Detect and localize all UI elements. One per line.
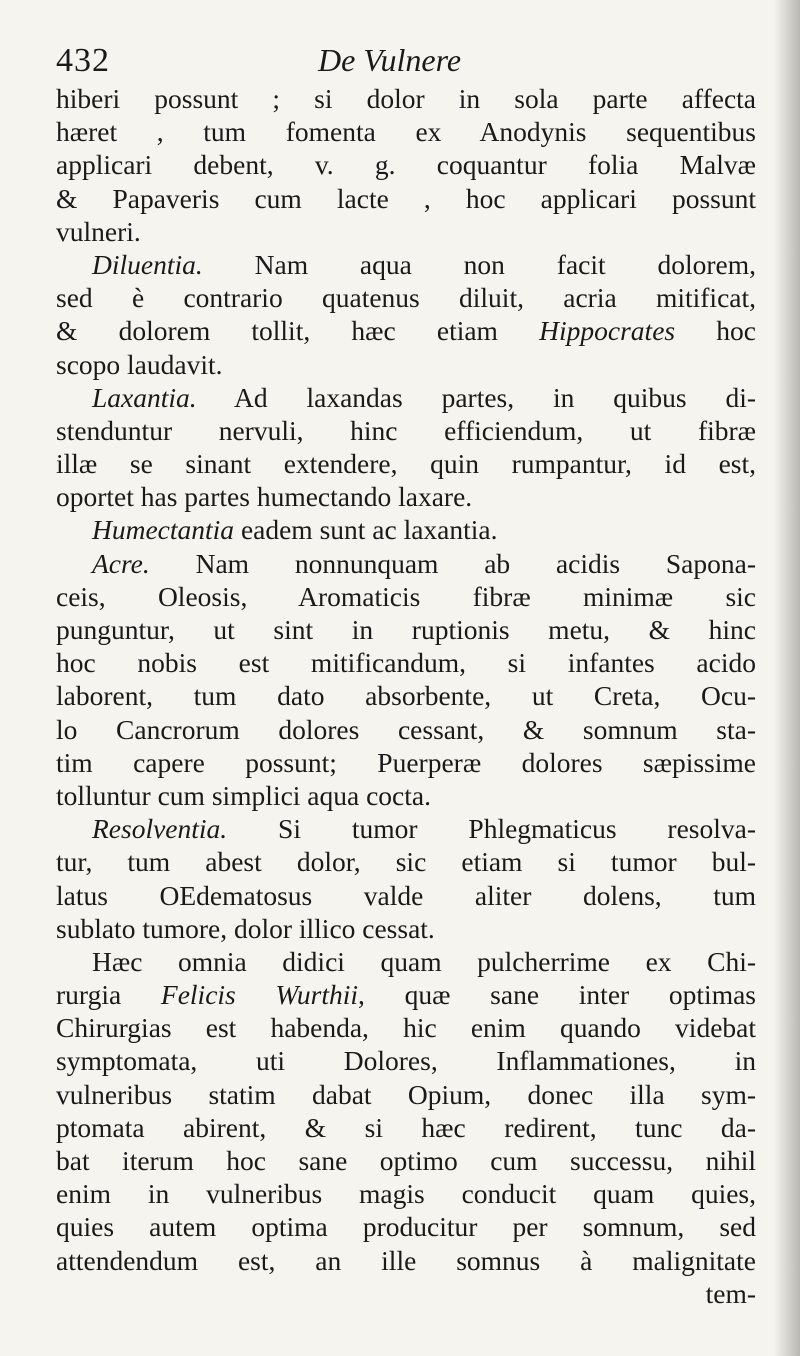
paragraph-heading: Laxantia. bbox=[92, 381, 197, 413]
text-line: Hæc omnia didici quam pulcherrime ex Chi- bbox=[92, 945, 756, 977]
text-line: hiberi possunt ; si dolor in sola parte affecta bbox=[56, 83, 756, 114]
text-line: scopo laudavit. bbox=[56, 348, 223, 380]
line-text: rurgia bbox=[56, 979, 161, 1011]
italic-name: Hippocrates bbox=[539, 315, 676, 347]
text-line bbox=[56, 812, 756, 845]
page-header bbox=[56, 42, 756, 82]
catchword: tem- bbox=[705, 1277, 756, 1309]
page-edge-shadow bbox=[774, 0, 800, 1356]
line-text: Ad laxandas partes, in quibus di- bbox=[234, 381, 756, 413]
text-line bbox=[56, 381, 756, 414]
text-line: enim in vulneribus magis conducit quam quies, bbox=[56, 1178, 756, 1210]
text-line: tolluntur cum simplici aqua cocta. bbox=[56, 779, 431, 811]
paragraph-heading: Resolventia. bbox=[92, 813, 228, 845]
text-line bbox=[56, 513, 756, 546]
text-line: sed è contrario quatenus diluit, acria mitificat, bbox=[56, 282, 756, 314]
text-line: & Papaveris cum lacte , hoc applicari possunt bbox=[56, 182, 756, 214]
line-text: eadem sunt ac laxantia. bbox=[240, 514, 498, 546]
text-line: bat iterum hoc sane optimo cum successu, nihil bbox=[56, 1145, 756, 1176]
text-line: tim capere possunt; Puerperæ dolores sæpissime bbox=[56, 746, 756, 778]
text-line: latus OEdematosus valde aliter dolens, tum bbox=[56, 879, 756, 911]
line-text: Nam nonnunquam ab acidis Sapona- bbox=[195, 547, 756, 579]
text-line: ceis, Oleosis, Aromaticis fibræ minimæ sic bbox=[56, 580, 756, 612]
line-text: , quæ sane inter optimas bbox=[358, 979, 756, 1011]
paragraph-heading: Humectantia bbox=[92, 514, 235, 546]
text-line: sublato tumore, dolor illico cessat. bbox=[56, 912, 435, 944]
text-line: tur, tum abest dolor, sic etiam si tumor bul- bbox=[56, 846, 756, 878]
text-line: attendendum est, an ille somnus à malignitate bbox=[56, 1244, 756, 1276]
text-line bbox=[56, 314, 756, 347]
paragraph-heading: Acre. bbox=[92, 547, 150, 579]
text-line: laborent, tum dato absorbente, ut Creta, Ocu- bbox=[56, 680, 756, 712]
text-line bbox=[56, 978, 756, 1011]
text-line: ptomata abirent, & si hæc redirent, tunc da- bbox=[56, 1111, 756, 1143]
text-line: quies autem optima producitur per somnum, sed bbox=[56, 1211, 756, 1243]
text-line: vulneri. bbox=[56, 215, 141, 247]
text-line: Chirurgias est habenda, hic enim quando videbat bbox=[56, 1012, 756, 1044]
text-line: hoc nobis est mitificandum, si infantes acido bbox=[56, 647, 756, 679]
text-line: vulneribus statim dabat Opium, donec illa sym- bbox=[56, 1078, 756, 1110]
text-line: lo Cancrorum dolores cessant, & somnum sta- bbox=[56, 713, 756, 745]
text-line bbox=[56, 547, 756, 580]
body-text bbox=[56, 82, 756, 1310]
text-line: hæret , tum fomenta ex Anodynis sequentibus bbox=[56, 116, 756, 148]
page-number: 432 bbox=[56, 42, 110, 79]
text-line: applicari debent, v. g. coquantur folia Malvæ bbox=[56, 149, 756, 181]
text-line: symptomata, uti Dolores, Inflammationes, in bbox=[56, 1045, 756, 1077]
text-line: oportet has partes humectando laxare. bbox=[56, 481, 473, 513]
line-text: & dolorem tollit, hæc etiam bbox=[56, 315, 540, 347]
italic-name: Felicis Wurthii bbox=[160, 979, 358, 1011]
paragraph-heading: Diluentia. bbox=[92, 248, 203, 280]
line-text: Si tumor Phlegmaticus resolva- bbox=[278, 813, 756, 845]
text-line: stenduntur nervuli, hinc efficiendum, ut fibræ bbox=[56, 414, 756, 446]
running-title: De Vulnere bbox=[318, 42, 462, 78]
line-text: hoc bbox=[675, 315, 756, 347]
text-line: illæ se sinant extendere, quin rumpantur, id est, bbox=[56, 448, 756, 480]
text-line: punguntur, ut sint in ruptionis metu, & hinc bbox=[56, 614, 756, 645]
line-text: Nam aqua non facit dolorem, bbox=[254, 248, 756, 280]
text-line bbox=[56, 248, 756, 281]
